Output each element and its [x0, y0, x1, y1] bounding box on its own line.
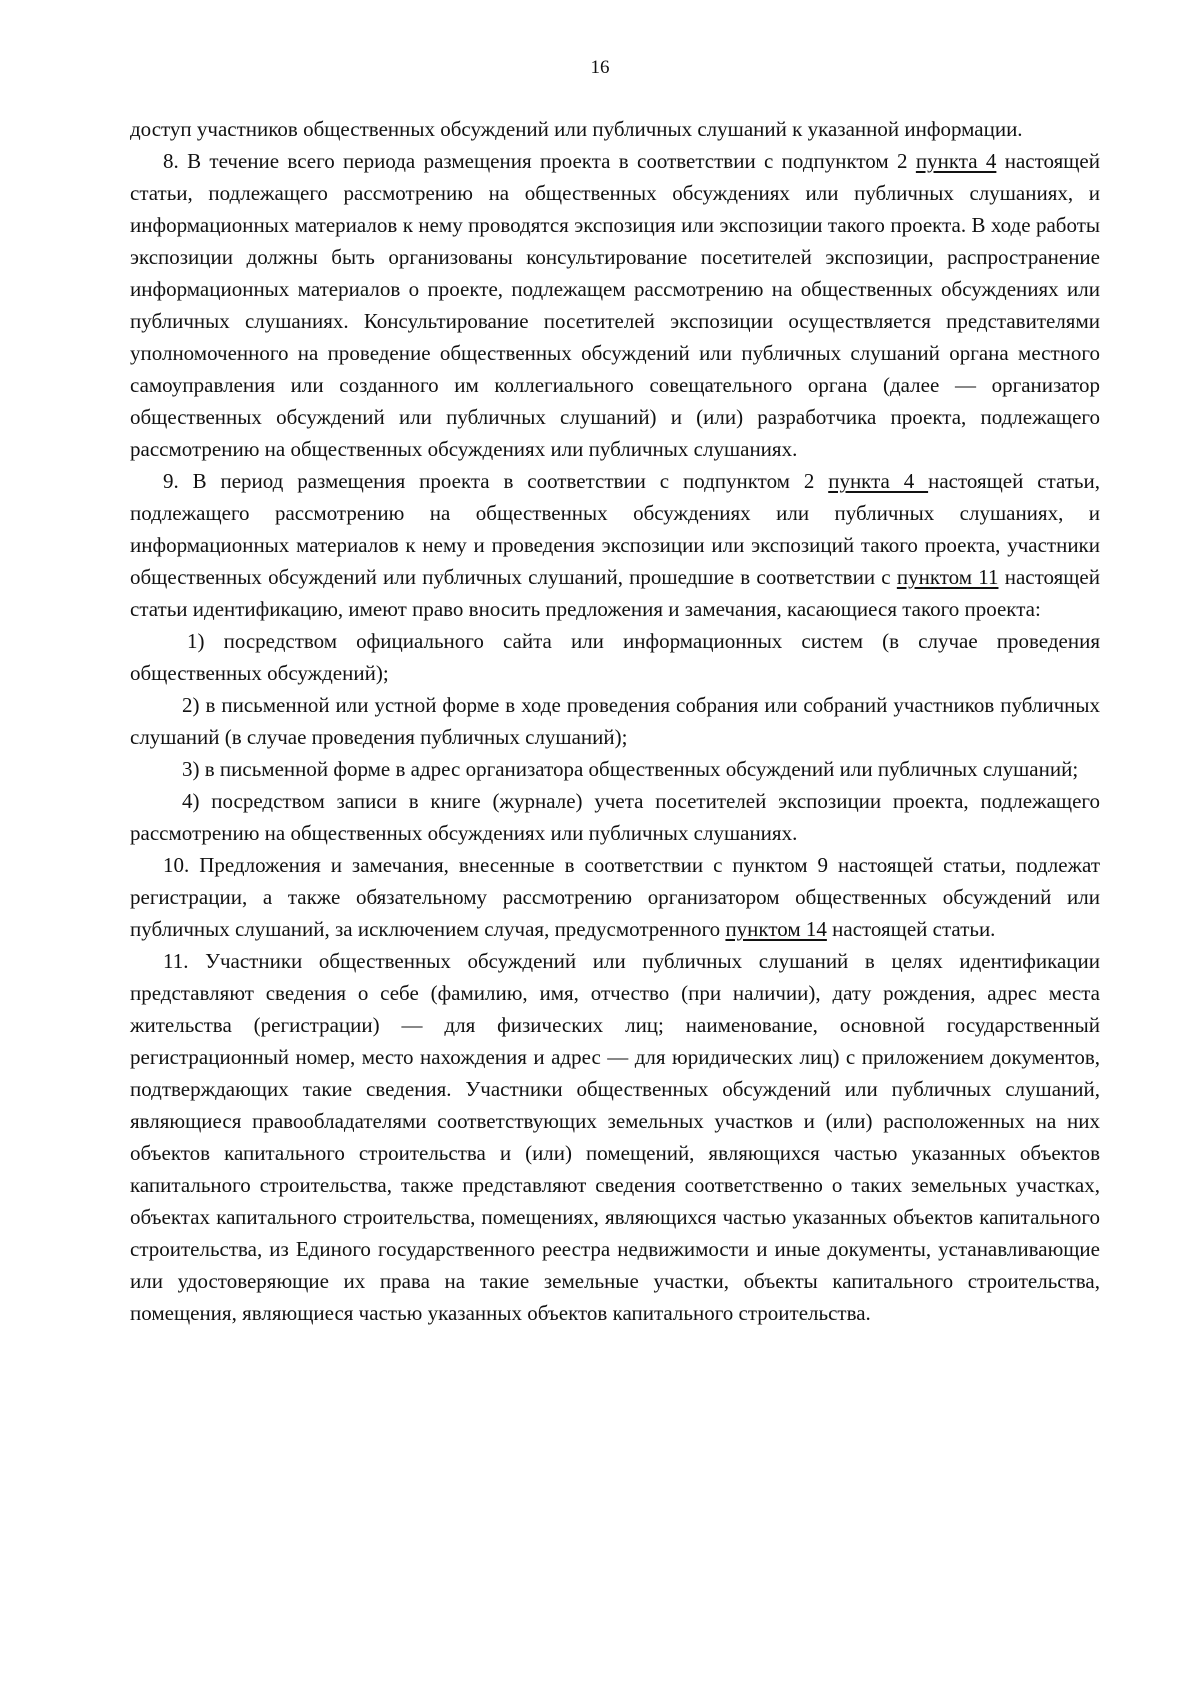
paragraph-9-text-end: настоящей статьи идентификацию, имеют право вносить предложения и замечания, касающиеся такого проекта:	[130, 565, 1100, 621]
paragraph-9-text-middle: настоящей статьи, подлежащего рассмотрению на общественных обсуждениях или публичных слушаниях, и информационных материалов к нему и проведения экспозиции или экспозиций такого проекта, участники общественных обсуждений или публичных слушаний, прошедшие в соответствии с	[130, 469, 1100, 589]
list-item-4: 4) посредством записи в книге (журнале) учета посетителей экспозиции проекта, подлежащего рассмотрению на общественных обсуждениях или публичных слушаниях.	[130, 789, 1100, 845]
paragraph-8	[130, 145, 1100, 465]
paragraph-9	[130, 465, 1100, 625]
paragraph-11: 11. Участники общественных обсуждений или публичных слушаний в целях идентификации представляют сведения о себе (фамилию, имя, отчество (при наличии), дату рождения, адрес места жительства (регистрации) — для физических лиц; наименование, основной государственный регистрационный номер, место нахождения и адрес — для юридических лиц) с приложением документов, подтверждающих такие сведения. Участники общественных обсуждений или публичных слушаний, являющиеся правообладателями соответствующих земельных участков и (или) расположенных на них объектов капитального строительства и (или) помещений, являющихся частью указанных объектов капитального строительства, также представляют сведения соответственно о таких земельных участках, объектах капитального строительства, помещениях, являющихся частью указанных объектов капитального строительства, из Единого государственного реестра недвижимости и иные документы, устанавливающие или удостоверяющие их права на такие земельные участки, объекты капитального строительства, помещения, являющиеся частью указанных объектов капитального строительства.	[130, 949, 1100, 1325]
paragraph-9-text-start: 9. В период размещения проекта в соответствии с подпунктом 2	[163, 469, 829, 493]
reference-link-punkt-14[interactable]: пунктом 14	[725, 917, 827, 941]
list-item-2: 2) в письменной или устной форме в ходе проведения собрания или собраний участников публичных слушаний (в случае проведения публичных слушаний);	[130, 693, 1100, 749]
reference-link-punkt-4[interactable]: пункта 4	[828, 469, 929, 493]
paragraph-8-text-end: настоящей статьи, подлежащего рассмотрению на общественных обсуждениях или публичных слушаниях, и информационных материалов к нему проводятся экспозиция или экспозиции такого проекта. В ходе работы экспозиции должны быть организованы консультирование посетителей экспозиции, распространение информационных материалов о проекте, подлежащем рассмотрению на общественных обсуждениях или публичных слушаниях. Консультирование посетителей экспозиции осуществляется представителями уполномоченного на проведение общественных обсуждений или публичных слушаний органа местного самоуправления или созданного им коллегиального совещательного органа (далее — организатор общественных обсуждений или публичных слушаний) и (или) разработчика проекта, подлежащего рассмотрению на общественных обсуждениях или публичных слушаниях.	[130, 149, 1100, 461]
paragraph-10-text-end: настоящей статьи.	[826, 917, 996, 941]
list-item-3: 3) в письменной форме в адрес организатора общественных обсуждений или публичных слушаний;	[182, 757, 1079, 781]
reference-link-punkt-4[interactable]: пункта 4	[915, 149, 997, 173]
page-number: 16	[590, 57, 610, 78]
paragraph-10-text-start: 10. Предложения и замечания, внесенные в соответствии с пунктом 9 настоящей статьи, подлежат регистрации, а также обязательному рассмотрению организатором общественных обсуждений или публичных слушаний, за исключением случая, предусмотренного	[130, 853, 1100, 941]
paragraph-10	[130, 849, 1100, 945]
reference-link-punkt-11[interactable]: пунктом 11	[896, 565, 999, 589]
document-body	[130, 113, 1100, 1329]
paragraph-continuation: доступ участников общественных обсуждений или публичных слушаний к указанной информации.	[130, 117, 1023, 141]
list-item-1: 1) посредством официального сайта или информационных систем (в случае проведения общественных обсуждений);	[130, 629, 1100, 685]
paragraph-8-text-start: 8. В течение всего периода размещения проекта в соответствии с подпунктом 2	[163, 149, 916, 173]
